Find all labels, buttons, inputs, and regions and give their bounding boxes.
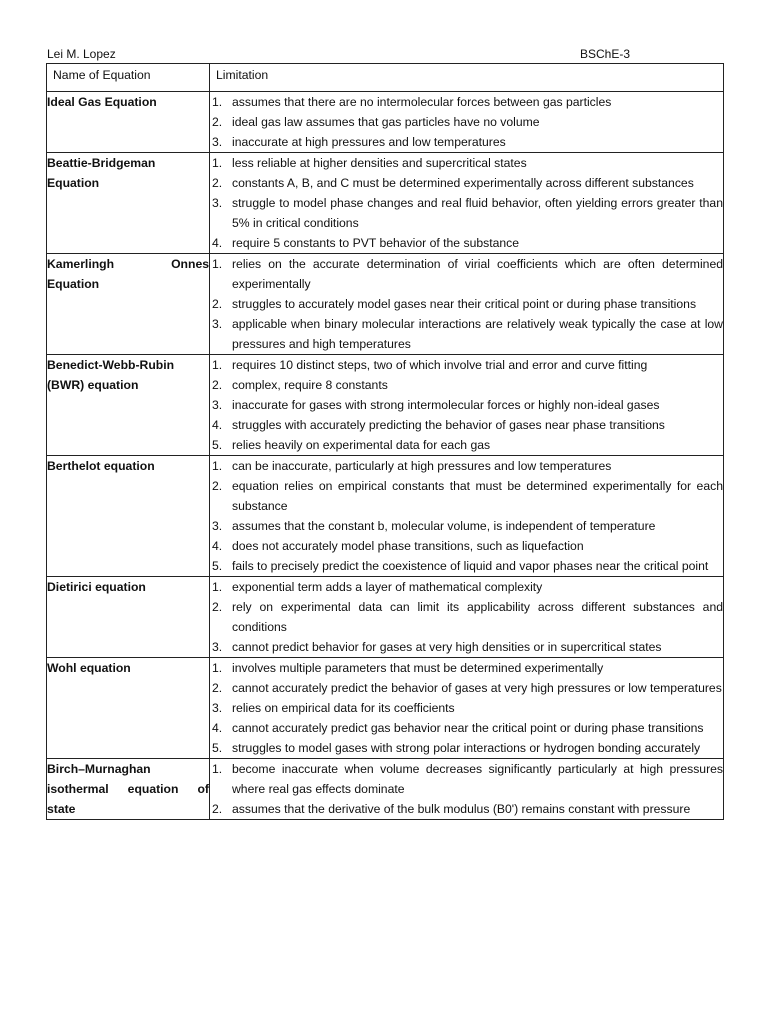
limitation-list [210, 254, 723, 354]
item-number: 4. [212, 236, 223, 250]
limitation-text: ideal gas law assumes that gas particles have no volume [232, 115, 540, 129]
limitation-text: inaccurate for gases with strong intermolecular forces or highly non-ideal gases [232, 398, 660, 412]
table-row [47, 355, 724, 456]
limitation-item [210, 132, 723, 152]
item-number: 2. [212, 479, 223, 493]
limitation-text: less reliable at higher densities and supercritical states [232, 156, 527, 170]
column-header-equation: Name of Equation [47, 64, 210, 92]
table-row [47, 92, 724, 153]
limitation-item [210, 476, 723, 516]
table-row [47, 658, 724, 759]
item-number: 2. [212, 802, 223, 816]
limitation-text: cannot accurately predict gas behavior near the critical point or during phase transitions [232, 721, 704, 735]
limitation-cell [210, 153, 724, 254]
item-number: 2. [212, 378, 223, 392]
limitation-text: equation relies on empirical constants that must be determined experimentally for each substance [232, 479, 723, 513]
limitation-item [210, 536, 723, 556]
item-number: 1. [212, 95, 223, 109]
equation-name: Wohl equation [47, 658, 210, 759]
limitation-text: can be inaccurate, particularly at high pressures and low temperatures [232, 459, 612, 473]
item-number: 2. [212, 681, 223, 695]
limitation-item [210, 112, 723, 132]
limitation-text: requires 10 distinct steps, two of which involve trial and error and curve fitting [232, 358, 648, 372]
item-number: 3. [212, 519, 223, 533]
item-number: 4. [212, 721, 223, 735]
item-number: 3. [212, 701, 223, 715]
table-row [47, 456, 724, 577]
course-label: BSChE-3 [580, 47, 631, 61]
limitation-text: does not accurately model phase transitions, such as liquefaction [232, 539, 584, 553]
item-number: 5. [212, 438, 223, 452]
item-number: 3. [212, 135, 223, 149]
table-row [47, 759, 724, 820]
limitation-list [210, 658, 723, 758]
limitation-item [210, 173, 723, 193]
limitation-text: fails to precisely predict the coexistence of liquid and vapor phases near the critical point [232, 559, 709, 573]
limitation-item [210, 375, 723, 395]
equation-limitations-table [46, 63, 724, 820]
item-number: 3. [212, 317, 223, 331]
limitation-text: relies on the accurate determination of virial coefficients which are often determined experimentally [232, 257, 723, 291]
limitation-item [210, 718, 723, 738]
limitation-text: exponential term adds a layer of mathematical complexity [232, 580, 543, 594]
limitation-cell [210, 658, 724, 759]
limitation-item [210, 294, 723, 314]
limitation-cell [210, 355, 724, 456]
limitation-text: relies on empirical data for its coefficients [232, 701, 455, 715]
limitation-text: cannot accurately predict the behavior of gases at very high pressures or low temperatures [232, 681, 722, 695]
limitation-text: assumes that there are no intermolecular forces between gas particles [232, 95, 612, 109]
item-number: 2. [212, 297, 223, 311]
item-number: 2. [212, 176, 223, 190]
limitation-text: applicable when binary molecular interactions are relatively weak typically the case at low pressures and high temperatures [232, 317, 723, 351]
limitation-item [210, 658, 723, 678]
limitation-text: struggles with accurately predicting the behavior of gases near phase transitions [232, 418, 665, 432]
limitation-item [210, 456, 723, 476]
limitation-text: assumes that the constant b, molecular volume, is independent of temperature [232, 519, 656, 533]
limitation-item [210, 577, 723, 597]
item-number: 1. [212, 358, 223, 372]
limitation-cell [210, 759, 724, 820]
limitation-list [210, 577, 723, 657]
item-number: 1. [212, 459, 223, 473]
limitation-text: struggles to accurately model gases near their critical point or during phase transitions [232, 297, 697, 311]
item-number: 2. [212, 115, 223, 129]
limitation-text: become inaccurate when volume decreases significantly particularly at high pressures where real gas effects dominate [232, 762, 723, 796]
limitation-text: struggles to model gases with strong polar interactions or hydrogen bonding accurately [232, 741, 701, 755]
item-number: 2. [212, 600, 223, 614]
item-number: 3. [212, 398, 223, 412]
equation-name: Berthelot equation [47, 456, 210, 577]
limitation-item [210, 314, 723, 354]
item-number: 1. [212, 661, 223, 675]
limitation-list [210, 456, 723, 576]
limitation-item [210, 516, 723, 536]
item-number: 1. [212, 257, 223, 271]
limitation-text: struggle to model phase changes and real fluid behavior, often yielding errors greater than 5% in critical conditions [232, 196, 723, 230]
limitation-item [210, 698, 723, 718]
item-number: 1. [212, 580, 223, 594]
limitation-item [210, 233, 723, 253]
limitation-list [210, 153, 723, 253]
limitation-item [210, 415, 723, 435]
limitation-item [210, 153, 723, 173]
item-number: 5. [212, 741, 223, 755]
limitation-cell [210, 577, 724, 658]
equation-name: Birch–Murnaghan isothermal equation of state [47, 759, 210, 820]
item-number: 3. [212, 640, 223, 654]
equation-name: Beattie-Bridgeman Equation [47, 153, 210, 254]
limitation-item [210, 759, 723, 799]
table-row [47, 153, 724, 254]
equation-name: Dietirici equation [47, 577, 210, 658]
table-row [47, 254, 724, 355]
limitation-text: constants A, B, and C must be determined experimentally across different substances [232, 176, 694, 190]
limitation-item [210, 193, 723, 233]
equation-name: Kamerlingh Onnes Equation [47, 254, 210, 355]
limitation-text: inaccurate at high pressures and low temperatures [232, 135, 506, 149]
limitation-cell [210, 456, 724, 577]
limitation-item [210, 92, 723, 112]
column-header-limitation: Limitation [210, 64, 724, 92]
limitation-item [210, 738, 723, 758]
limitation-text: require 5 constants to PVT behavior of the substance [232, 236, 520, 250]
item-number: 1. [212, 156, 223, 170]
item-number: 1. [212, 762, 223, 776]
limitation-item [210, 799, 723, 819]
limitation-item [210, 254, 723, 294]
limitation-item [210, 355, 723, 375]
limitation-cell [210, 92, 724, 153]
item-number: 5. [212, 559, 223, 573]
limitation-list [210, 355, 723, 455]
limitation-item [210, 395, 723, 415]
limitation-item [210, 637, 723, 657]
item-number: 3. [212, 196, 223, 210]
equation-name: Benedict-Webb-Rubin (BWR) equation [47, 355, 210, 456]
limitation-text: rely on experimental data can limit its applicability across different substances and conditions [232, 600, 723, 634]
limitation-text: involves multiple parameters that must be determined experimentally [232, 661, 604, 675]
limitation-item [210, 435, 723, 455]
limitation-item [210, 678, 723, 698]
limitation-item [210, 597, 723, 637]
limitation-list [210, 92, 723, 152]
equation-name: Ideal Gas Equation [47, 92, 210, 153]
table-body [47, 92, 724, 820]
item-number: 4. [212, 539, 223, 553]
author-name: Lei M. Lopez [47, 47, 116, 61]
item-number: 4. [212, 418, 223, 432]
limitation-item [210, 556, 723, 576]
limitation-text: assumes that the derivative of the bulk modulus (B0') remains constant with pressure [232, 802, 691, 816]
table-header-row [47, 64, 724, 92]
limitation-text: relies heavily on experimental data for each gas [232, 438, 491, 452]
table-row [47, 577, 724, 658]
limitation-cell [210, 254, 724, 355]
limitation-text: cannot predict behavior for gases at very high densities or in supercritical states [232, 640, 662, 654]
document-header [47, 47, 723, 63]
limitation-text: complex, require 8 constants [232, 378, 388, 392]
limitation-list [210, 759, 723, 819]
